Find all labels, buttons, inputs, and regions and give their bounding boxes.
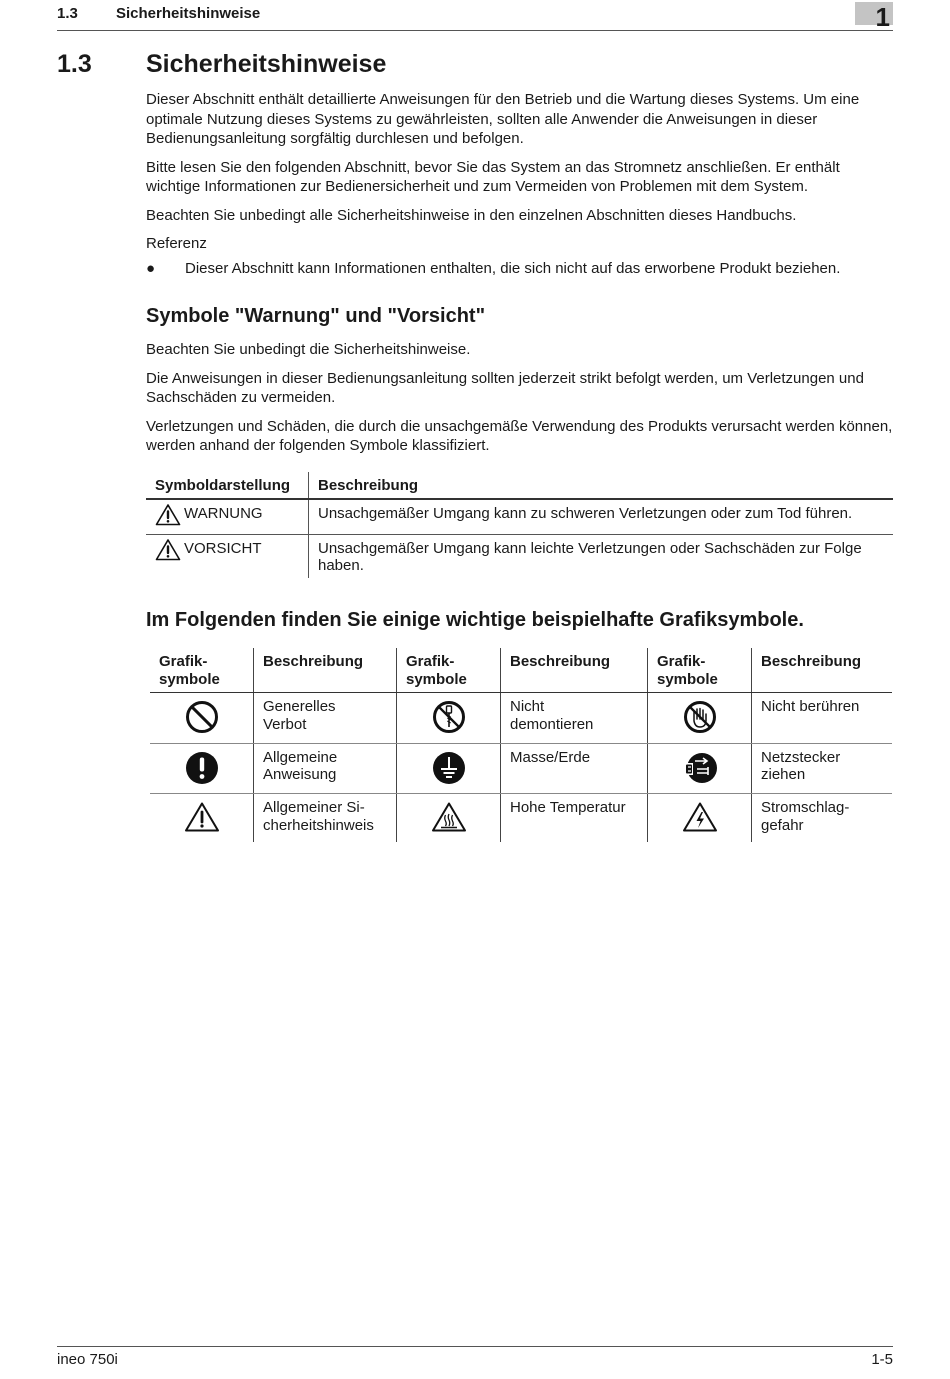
caution-label: VORSICHT [184,540,262,557]
icon-cell [648,693,752,744]
intro-paragraph-1: Dieser Abschnitt enthält detaillierte Anweisungen für den Betrieb und die Wartung dieses Systems. Um eine optimale Nutzung dieses Systems zu gewährleisten, sollten alle Anwender die Anweisungen in dieser Bedienungsanleitung sorgfältig durchlesen und befolgen. [146,91,860,147]
icon-cell [397,794,501,843]
chapter-number: 1 [875,2,890,32]
table-header-row [150,648,892,693]
graphic-symbols-header: Grafik- symbole [397,648,501,693]
icon-description: Nicht berühren [752,693,893,744]
table-row [150,743,892,794]
description-header: Beschreibung [254,648,397,693]
description-header: Beschreibung [752,648,893,693]
do-not-disassemble-icon [432,700,466,734]
footer-page-number: 1-5 [871,1351,893,1368]
icon-description: Generelles Verbot [254,693,397,744]
caution-description: Unsachgemäßer Umgang kann leichte Verletzungen oder Sachschäden zur Folge haben. [318,540,862,574]
icon-cell [648,743,752,794]
warning-caution-table [146,472,893,579]
icon-cell [397,743,501,794]
mandatory-instruction-icon [185,751,219,785]
prohibition-icon [185,700,219,734]
reference-label: Referenz [146,235,207,252]
graphic-symbols-header: Grafik- symbole [150,648,254,693]
general-caution-icon [184,801,220,833]
graphics-section-title: Im Folgenden finden Sie einige wichtige beispielhafte Grafiksymbole. [146,609,804,631]
icon-description: Hohe Temperatur [501,794,648,843]
intro-paragraph-2: Bitte lesen Sie den folgenden Abschnitt, bevor Sie das System an das Stromnetz anschließen. Er enthält wichtige Informationen zur Bedienersicherheit und zum Vermeiden von Problemen mit dem System. [146,158,840,195]
icon-cell [397,693,501,744]
page-title: Sicherheitshinweise [146,50,387,78]
ground-icon [432,751,466,785]
symbols-section-title: Symbole "Warnung" und "Vorsicht" [146,305,486,327]
bullet-icon: ● [146,259,156,277]
symbol-cell [146,535,309,579]
reference-bullet-text: Dieser Abschnitt kann Informationen enthalten, die sich nicht auf das erworbene Produkt beziehen. [185,259,841,277]
icon-cell [150,794,254,843]
symbols-paragraph-3: Verletzungen und Schäden, die durch die unsachgemäße Verwendung des Produkts verursacht werden können, werden anhand der folgenden Symbole klassifiziert. [146,417,893,454]
icon-cell [150,743,254,794]
chapter-tab [855,2,893,32]
reference-bullet [146,259,896,279]
caution-triangle-icon [155,538,181,561]
table-header-row [146,472,893,500]
electric-shock-icon [682,801,718,833]
table-row [146,535,893,579]
description-column-header: Beschreibung [309,472,894,500]
heading-number: 1.3 [57,50,92,78]
symbol-column-header: Symboldarstellung [146,472,309,500]
running-footer [57,1346,893,1368]
icon-description: Netzstecker ziehen [752,743,893,794]
warning-triangle-icon [155,503,181,526]
icon-description: Nicht demontieren [501,693,648,744]
graphic-symbols-header: Grafik- symbole [648,648,752,693]
unplug-icon [683,751,717,785]
symbols-paragraph-2: Die Anweisungen in dieser Bedienungsanleitung sollten jederzeit strikt befolgt werden, um Verletzungen und Sachschäden zu vermeiden. [146,369,864,406]
running-header [57,4,893,31]
warning-description: Unsachgemäßer Umgang kann zu schweren Verletzungen oder zum Tod führen. [309,499,894,535]
do-not-touch-icon [683,700,717,734]
symbol-cell [146,499,309,535]
table-row [150,794,892,843]
body-column [146,90,896,842]
icon-description: Allgemeine Anweisung [254,743,397,794]
icon-description: Masse/Erde [501,743,648,794]
table-row [150,693,892,744]
table-row [146,499,893,535]
footer-product-name: ineo 750i [57,1351,118,1368]
graphic-symbols-table [150,648,892,842]
icon-cell [150,693,254,744]
header-section-number: 1.3 [57,5,78,22]
warning-label: WARNUNG [184,505,263,522]
icon-description: Allgemeiner Si- cherheitshinweis [254,794,397,843]
intro-paragraph-3: Beachten Sie unbedingt alle Sicherheitshinweise in den einzelnen Abschnitten dieses Handbuchs. [146,206,797,224]
icon-cell [648,794,752,843]
hot-surface-icon [431,801,467,833]
icon-description: Stromschlag- gefahr [761,799,850,834]
description-header: Beschreibung [501,648,648,693]
symbols-paragraph-1: Beachten Sie unbedingt die Sicherheitshinweise. [146,341,471,358]
header-section-title: Sicherheitshinweise [116,5,261,22]
